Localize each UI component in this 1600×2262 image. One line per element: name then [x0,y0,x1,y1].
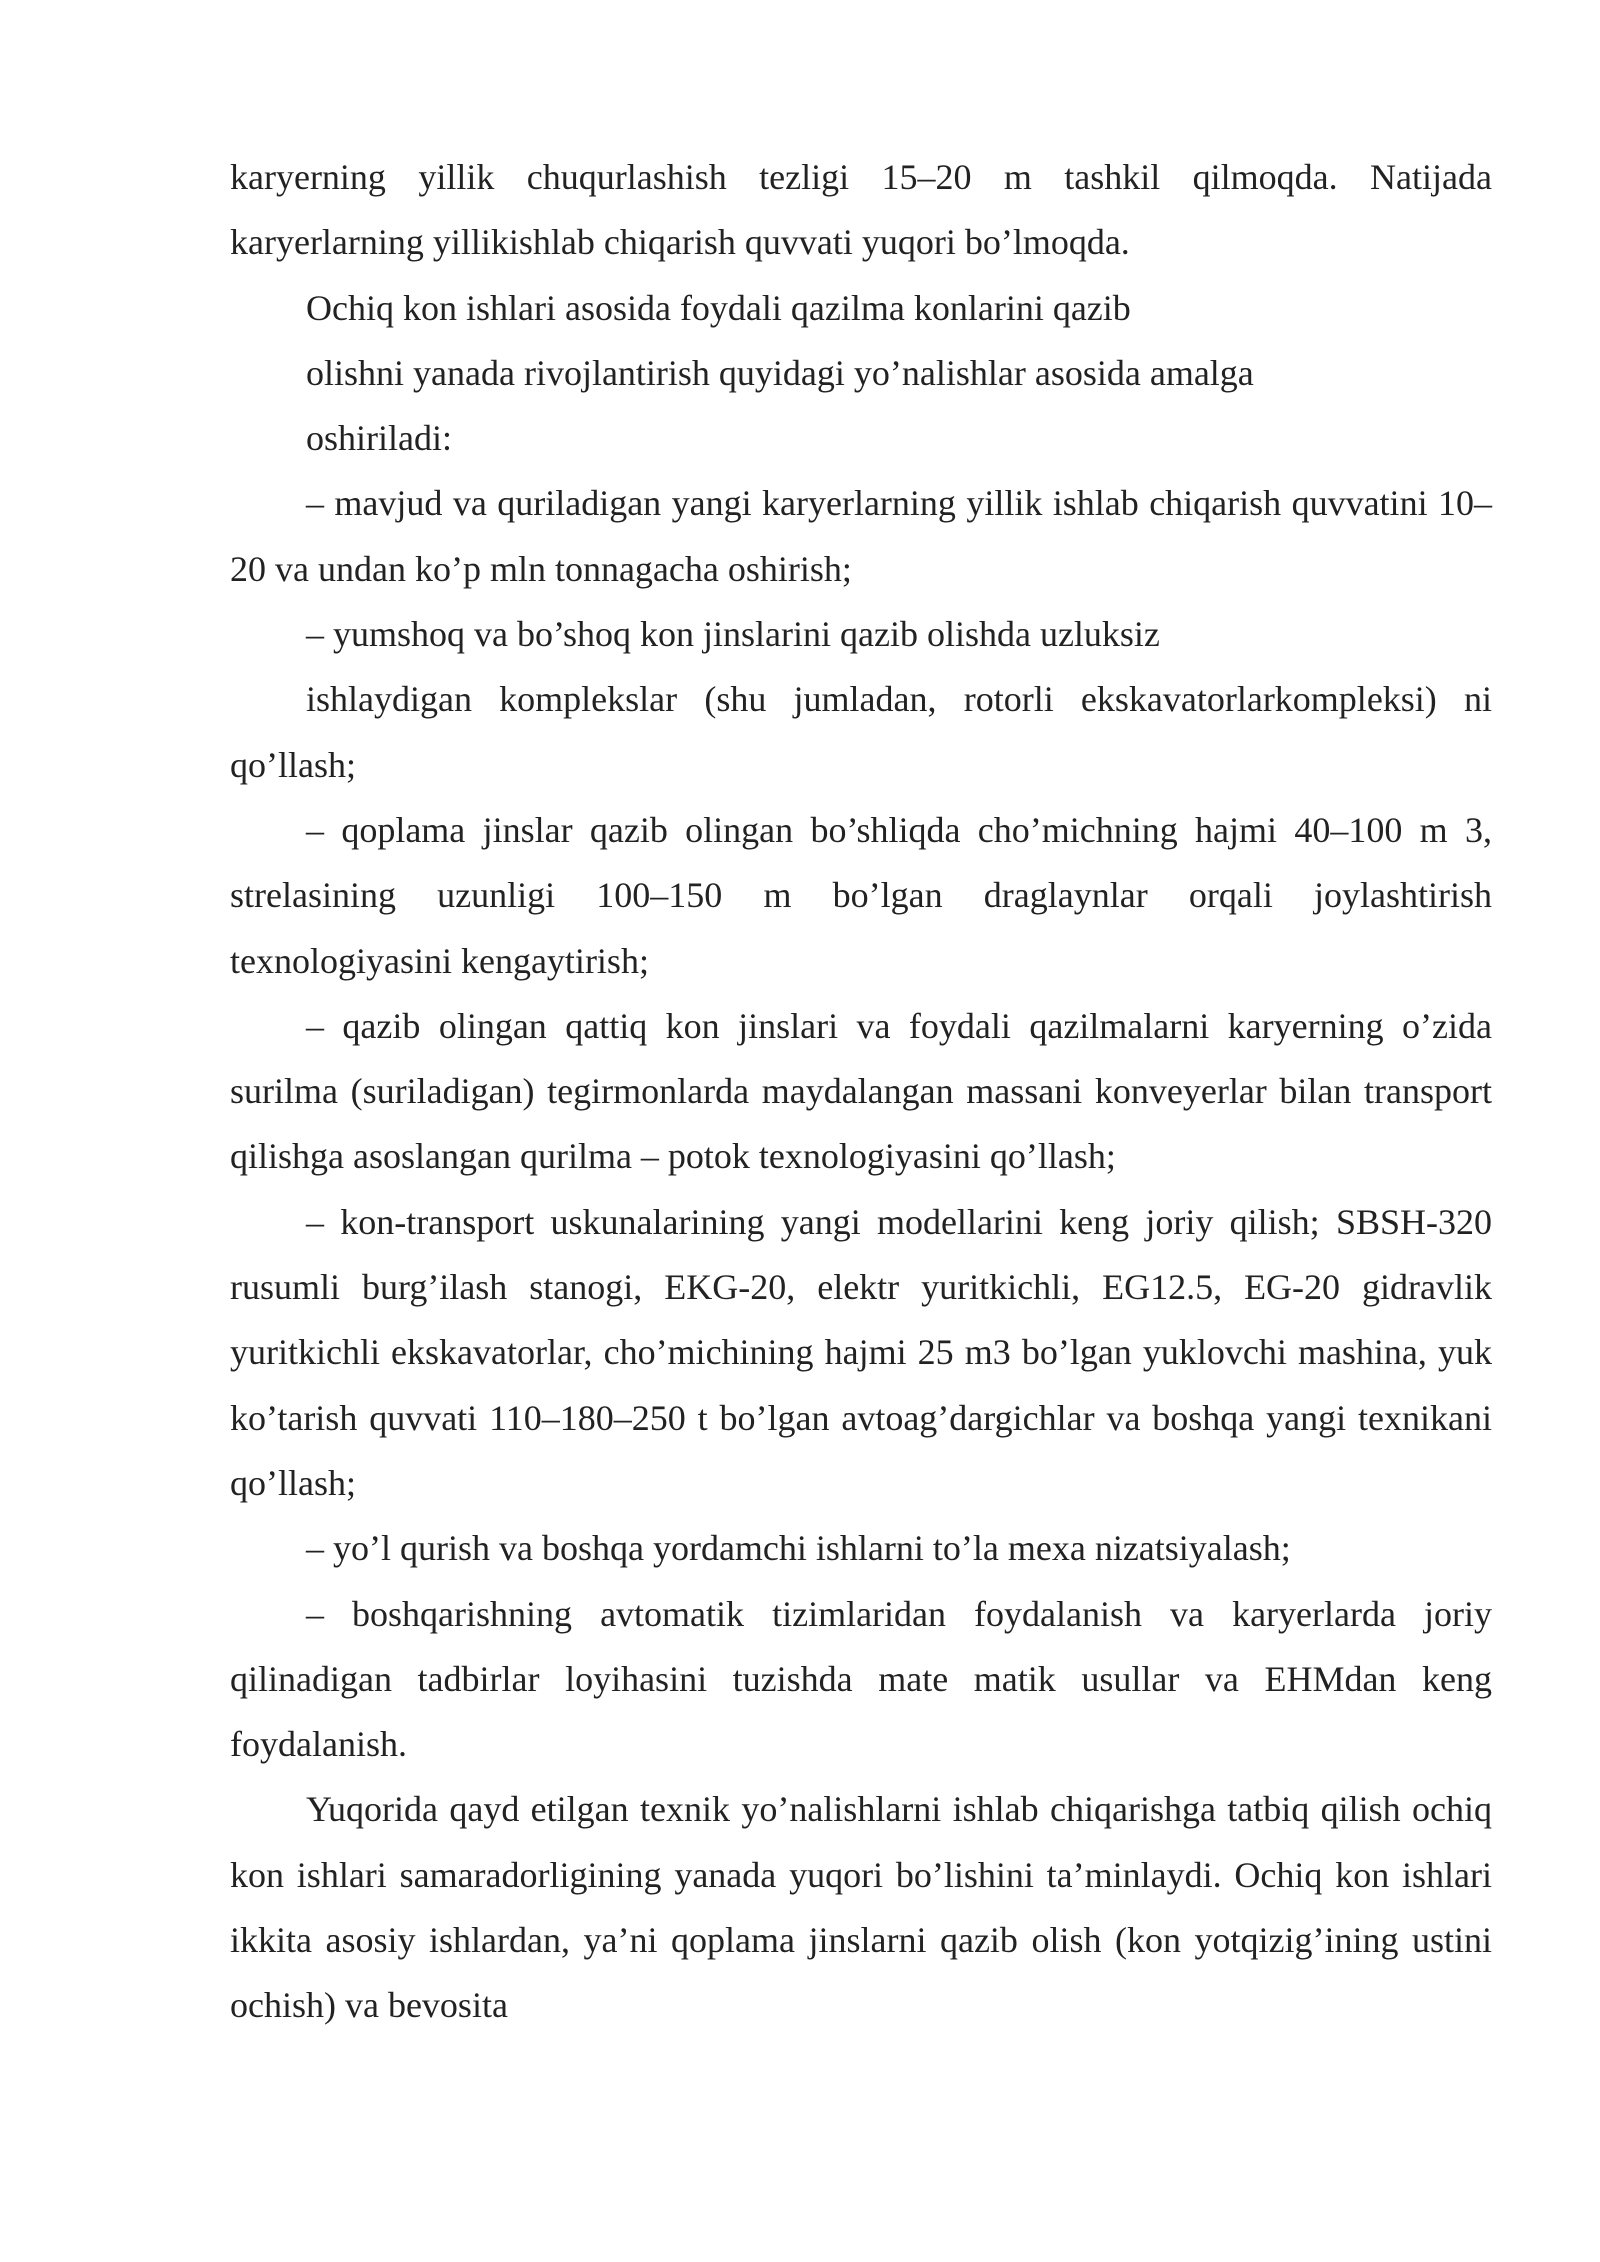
paragraph-intro: karyerning yillik chuqurlashish tezligi 15–20 m tashkil qilmoqda. Natijada karyerlarning yillikishlab chiqarish quvvati yuqori bo’lmoqda. [230,157,1492,263]
paragraph-line: olishni yanada rivojlantirish quyidagi yo’nalishlar asosida amalga [306,352,1254,393]
paragraph-line: – yumshoq va bo’shoq kon jinslarini qazib olishda uzluksiz [306,614,1160,655]
paragraph-line: Ochiq kon ishlari asosida foydali qazilma konlarini qazib [306,287,1131,328]
document-page [230,145,1492,2039]
list-item-equipment: – kon-transport uskunalarining yangi modellarini keng joriy qilish; SBSH-320 rusumli burg’ilash stanogi, EKG-20, elektr yuritkichli, EG12.5, EG-20 gidravlik yuritkichli ekskavatorlar, cho’michining hajmi 25 m3 bo’lgan yuklovchi mashina, yuk ko’tarish quvvati 110–180–250 t bo’lgan avtoag’dargichlar va boshqa yangi texnikani qo’llash; [230,1201,1492,1503]
list-item-automation: – boshqarishning avtomatik tizimlaridan foydalanish va karyerlarda joriy qilinadigan tadbirlar loyihasini tuzishda mate matik usullar va EHMdan keng foydalanish. [230,1593,1492,1765]
list-item-capacity: – mavjud va quriladigan yangi karyerlarning yillik ishlab chiqarish quvvatini 10–20 va undan ko’p mln tonnagacha oshirish; [230,483,1492,589]
list-item-complexes: ishlaydigan komplekslar (shu jumladan, rotorli ekskavatorlarkompleksi) ni qo’llash; [230,679,1492,785]
list-item-draglines: – qoplama jinslar qazib olingan bo’shliqda cho’michning hajmi 40–100 m 3, strelasining uzunligi 100–150 m bo’lgan draglaynlar orqali joylashtirish texnologiyasini kengaytirish; [230,809,1492,981]
paragraph-conclusion: Yuqorida qayd etilgan texnik yo’nalishlarni ishlab chiqarishga tatbiq qilish ochiq kon ishlari samaradorligining yanada yuqori bo’lishini ta’minlaydi. Ochiq kon ishlari ikkita asosiy ishlardan, ya’ni qoplama jinslarni qazib olish (kon yotqizig’ining ustini ochish) va bevosita [230,1789,1492,2026]
list-item-roads: – yo’l qurish va boshqa yordamchi ishlarni to’la mexa nizatsiyalash; [306,1528,1291,1569]
list-item-conveyor: – qazib olingan qattiq kon jinslari va foydali qazilmalarni karyerning o’zida surilma (suriladigan) tegirmonlarda maydalangan massani konveyerlar bilan transport qilishga asoslangan qurilma – potok texnologiyasini qo’llash; [230,1005,1492,1177]
paragraph-line: oshiriladi: [306,418,452,459]
